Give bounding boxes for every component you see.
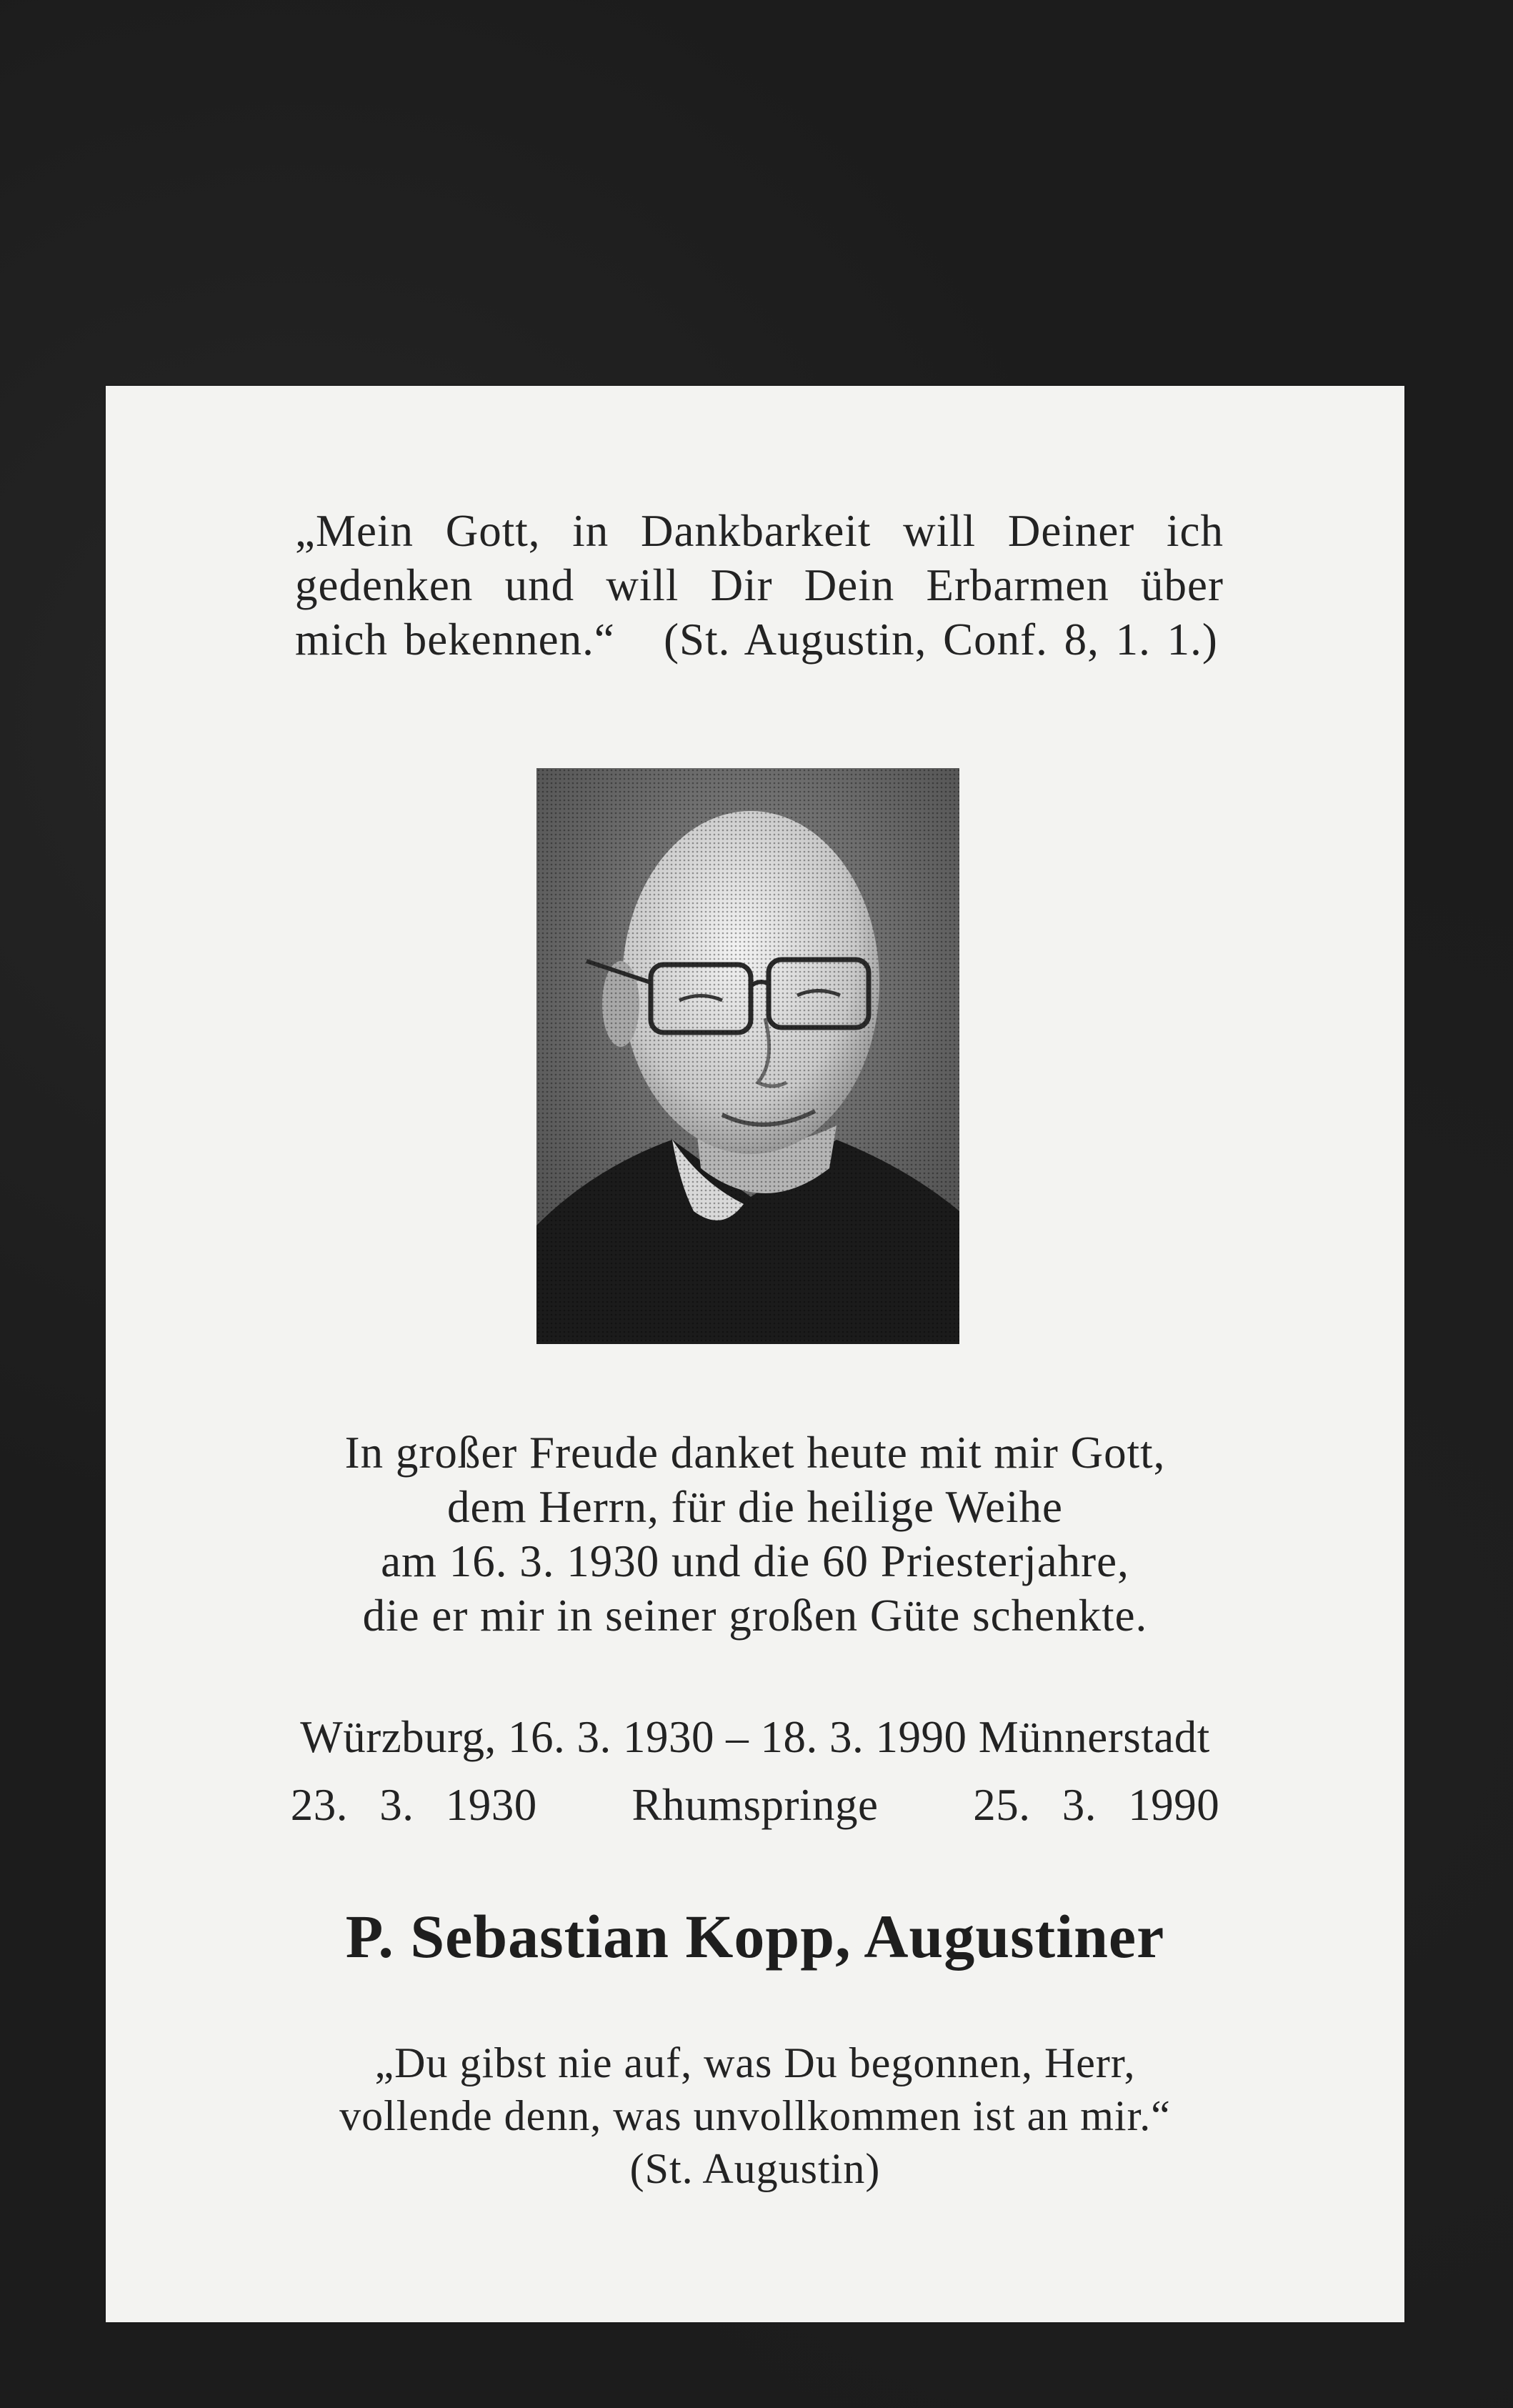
life-dates: Würzburg, 16. 3. 1930 – 18. 3. 1990 Münnerstadt [300,1712,1210,1762]
dedication-line: die er mir in seiner großen Güte schenkte. [362,1591,1148,1641]
memorial-card [106,386,1404,2322]
opening-quote-line: „Mein Gott, in Dankbarkeit will Deiner ich [295,506,1224,556]
opening-quote [295,504,1224,667]
dedication-line: In großer Freude danket heute mit mir Gott, [344,1428,1166,1478]
dedication-line: dem Herrn, für die heilige Weihe [447,1482,1063,1532]
opening-quote-line: gedenken und will Dir Dein Erbarmen über [295,560,1224,610]
deceased-name: P. Sebastian Kopp, Augustiner [345,1902,1165,1971]
dedication-text [106,1426,1404,1643]
closing-quote-line: vollende denn, was unvollkommen ist an mir.“ [339,2092,1171,2139]
portrait-photo [536,768,959,1344]
closing-quote-line: „Du gibst nie auf, was Du begonnen, Herr, [374,2039,1136,2086]
opening-quote-line: mich bekennen.“ (St. Augustin, Conf. 8, 1. 1.) [295,615,1218,665]
portrait-image [536,768,959,1344]
closing-quote-source: (St. Augustin) [629,2145,881,2192]
closing-quote [106,2036,1404,2195]
ordination-dates: 23. 3. 1930 Rhumspringe 25. 3. 1990 [290,1780,1220,1830]
dedication-line: am 16. 3. 1930 und die 60 Priesterjahre, [381,1536,1129,1586]
